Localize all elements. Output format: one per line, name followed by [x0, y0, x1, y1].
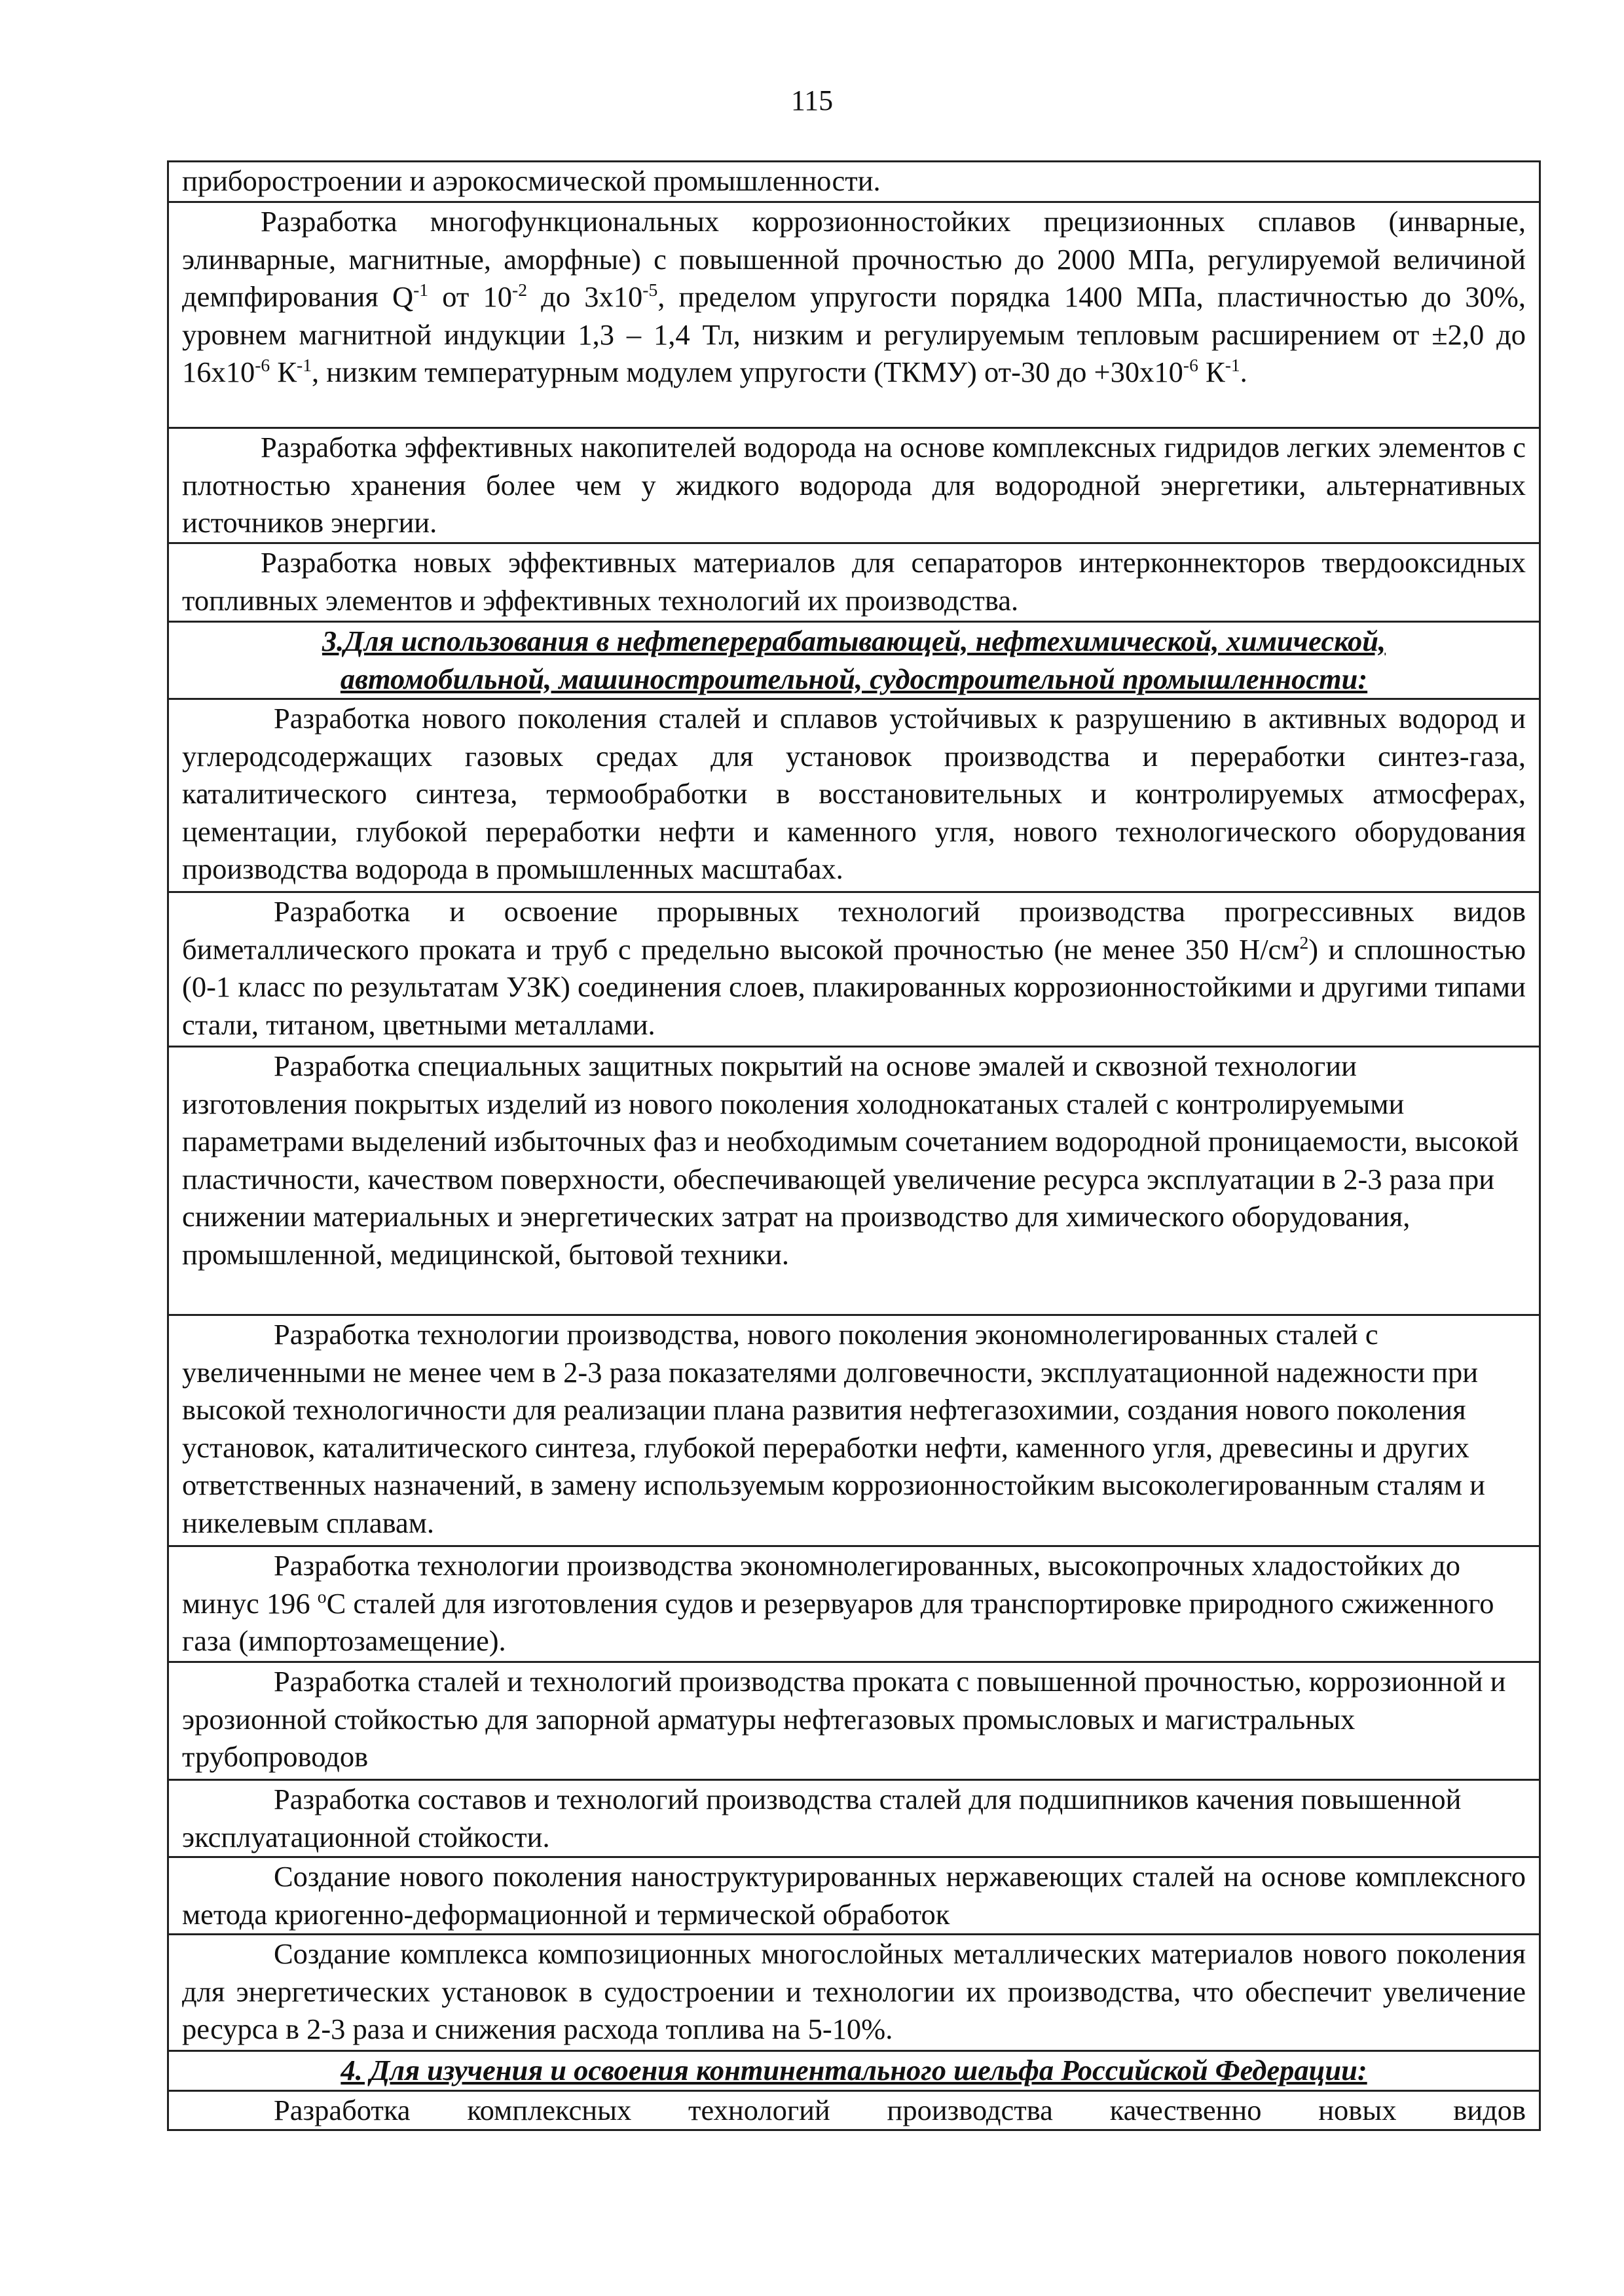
table-cell [168, 1857, 1540, 1935]
table-cell [168, 162, 1540, 202]
table-row [168, 622, 1540, 699]
row-text: Разработка нового поколения сталей и сплавов устойчивых к разрушению в активных водород и углеродсодержащих газовых средах для установок производства и переработки синтез-газа, каталитического синтеза, термообработки в восстановительных и контролируемых атмосферах, цементации, глубокой переработки нефти и каменного угля, нового технологического оборудования производства водорода в промышленных масштабах. [182, 702, 1526, 885]
table-row [168, 2051, 1540, 2091]
row-text: Разработка комплексных технологий производства качественно новых видов [274, 2093, 1526, 2126]
table-row [168, 1546, 1540, 1662]
table-cell [168, 1780, 1540, 1857]
table-row [168, 543, 1540, 622]
requirements-table [167, 160, 1541, 2131]
table-cell [168, 1546, 1540, 1662]
row-text: Разработка технологии производства экономнолегированных, высокопрочных хладостойких до минус 196 $^о$С сталей для изготовления судов и резервуаров для транспортировке природного сжиженного газа (импортозамещение). [182, 1549, 1494, 1657]
row-text: приборостроении и аэрокосмической промышленности. [182, 164, 881, 197]
table-cell [168, 892, 1540, 1047]
row-text: Разработка эффективных накопителей водорода на основе комплексных гидридов легких элементов с плотностью хранения более чем у жидкого водорода для водородной энергетики, альтернативных источников энергии. [182, 431, 1526, 539]
table-cell [168, 699, 1540, 892]
section-heading-line: 3.Для использования в нефтеперерабатывающей, нефтехимической, химической, [322, 625, 1386, 657]
row-text: Разработка многофункциональных коррозионностойких прецизионных сплавов (инварные, элинварные, магнитные, аморфные) с повышенной прочностью до 2000 МПа, регулируемой величиной демпфирования $Q^{-1}$ от $10^{-2}$ до $3x10^{-5}$, пределом упругости порядка 1400 МПа, пластичностью до 30%, уровнем магнитной индукции 1,3 – 1,4 Тл, низким и регулируемым тепловым расширением от ±2,0 до $16x10^{-6}$ $К^{-1}$, низким температурным модулем упругости (ТКМУ) от-30 до $+30x10^{-6}$ $К^{-1}$. [182, 205, 1526, 388]
section-heading-cell [168, 2051, 1540, 2091]
row-text: Разработка и освоение прорывных технологий производства прогрессивных видов биметаллического проката и труб с предельно высокой прочностью (не менее 350 $Н/см^2$) и сплошностью (0-1 класс по результатам УЗК) соединения слоев, плакированных коррозионностойкими и другими типами стали, титаном, цветными металлами. [182, 895, 1526, 1041]
row-text: Разработка составов и технологий производства сталей для подшипников качения повышенной эксплуатационной стойкости. [182, 1783, 1462, 1853]
table-row [168, 162, 1540, 202]
section-heading-line: автомобильной, машиностроительной, судостроительной промышленности: [340, 662, 1368, 695]
page-number: 115 [790, 84, 834, 117]
table-cell [168, 2090, 1540, 2130]
table-row [168, 1662, 1540, 1780]
table-row [168, 1047, 1540, 1315]
table-row [168, 428, 1540, 543]
table-cell [168, 1047, 1540, 1315]
table-cell [168, 543, 1540, 622]
section-heading-cell [168, 622, 1540, 699]
row-text: Разработка сталей и технологий производства проката с повышенной прочностью, коррозионной и эрозионной стойкостью для запорной арматуры нефтегазовых промысловых и магистральных трубопроводов [182, 1665, 1506, 1773]
table-cell [168, 1662, 1540, 1780]
row-text: Разработка технологии производства, нового поколения экономнолегированных сталей с увеличенными не менее чем в 2-3 раза показателями долговечности, эксплуатационной надежности при высокой технологичности для реализации плана развития нефтегазохимии, создания нового поколения установок, каталитического синтеза, глубокой переработки нефти, каменного угля, древесины и других ответственных назначений, в замену используемым коррозионностойким высоколегированным сталям и никелевым сплавам. [182, 1318, 1485, 1539]
table-cell [168, 428, 1540, 543]
table-cell [168, 1935, 1540, 2051]
table-row [168, 1857, 1540, 1935]
row-text: Разработка специальных защитных покрытий на основе эмалей и сквозной технологии изготовления покрытых изделий из нового поколения холоднокатаных сталей с контролируемыми параметрами выделений избыточных фаз и необходимым сочетанием водородной проницаемости, высокой пластичности, качеством поверхности, обеспечивающей увеличение ресурса эксплуатации в 2-3 раза при снижении материальных и энергетических затрат на производство для химического оборудования, промышленной, медицинской, бытовой техники. [182, 1049, 1519, 1271]
row-text: Разработка новых эффективных материалов для сепараторов интерконнекторов твердооксидных топливных элементов и эффективных технологий их производства. [182, 546, 1526, 617]
table-row [168, 1315, 1540, 1546]
section-heading-line: 4. Для изучения и освоения континентального шельфа Российской Федерации: [341, 2054, 1367, 2086]
table-row [168, 202, 1540, 428]
row-text: Создание нового поколения наноструктурированных нержавеющих сталей на основе комплексного метода криогенно-деформационной и термической обработок [182, 1860, 1526, 1931]
table-row [168, 699, 1540, 892]
table-row [168, 2090, 1540, 2130]
row-text: Создание комплекса композиционных многослойных металлических материалов нового поколения для энергетических установок в судостроении и технологии их производства, что обеспечит увеличение ресурса в 2-3 раза и снижения расхода топлива на 5-10%. [182, 1937, 1526, 2045]
table-cell [168, 1315, 1540, 1546]
table-cell [168, 202, 1540, 428]
table-row [168, 1935, 1540, 2051]
table-row [168, 1780, 1540, 1857]
table-row [168, 892, 1540, 1047]
